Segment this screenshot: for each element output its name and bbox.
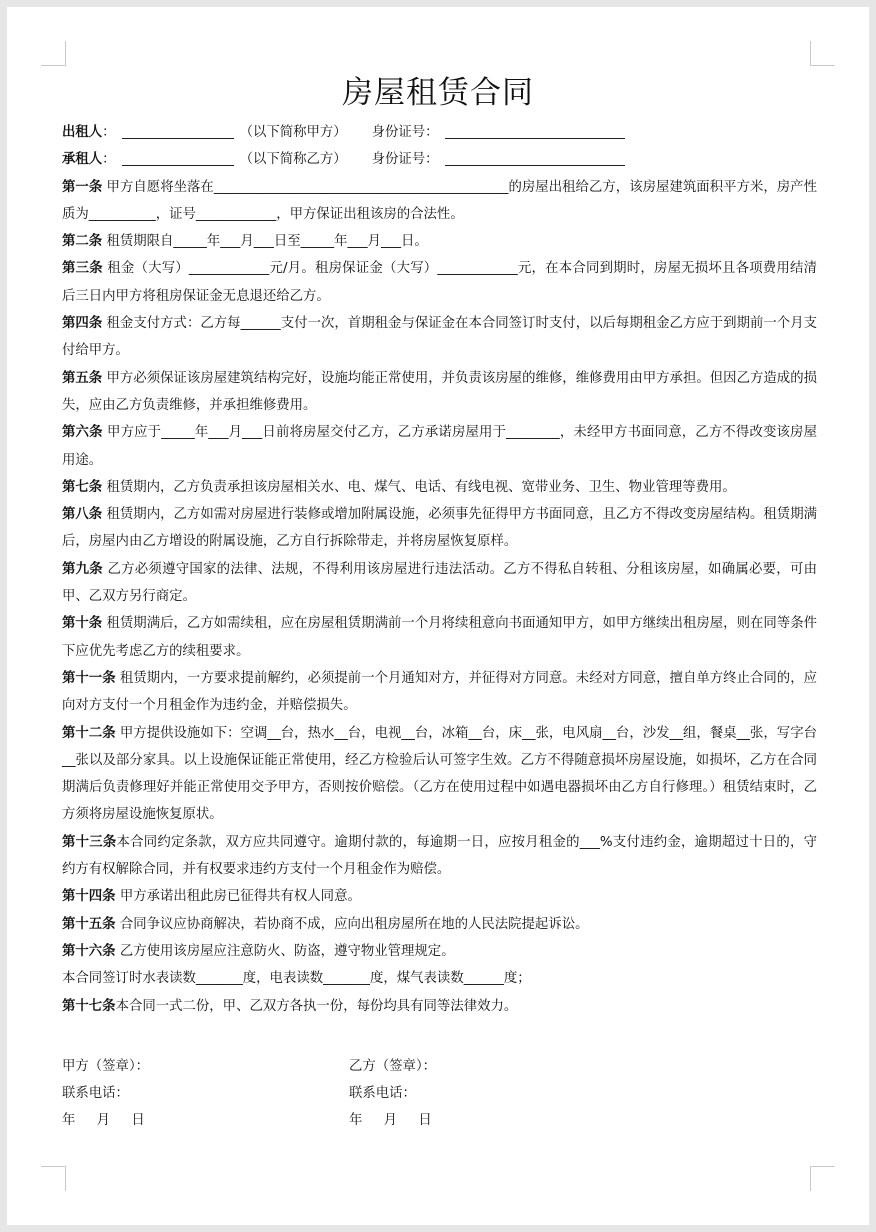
article-text: 甲方必须保证该房屋建筑结构完好，设施均能正常使用，并负责该房屋的维修，维修费用由甲方承担。但因乙方造成的损失，应由乙方负责维修，并承担维修费用。 (62, 370, 817, 413)
article-12 (62, 720, 817, 829)
contract-body (62, 119, 817, 1020)
article-13 (62, 829, 817, 884)
article-text: 甲方承诺出租此房已征得共有权人同意。 (119, 889, 361, 905)
lessee-row (62, 146, 817, 173)
article-heading: 第十五条 (62, 916, 116, 932)
lessee-note: （以下简称乙方） (239, 152, 347, 168)
article-15 (62, 911, 817, 938)
document-page (7, 7, 869, 1225)
lessee-id-blank[interactable] (445, 149, 625, 166)
article-heading: 第八条 (62, 507, 103, 523)
party-a-sign: 甲方（签章）： (62, 1059, 150, 1074)
article-heading: 第十二条 (62, 725, 116, 741)
lessor-row (62, 119, 817, 146)
corner-mark-top-right (810, 41, 835, 66)
article-text: 租金支付方式：乙方每______支付一次，首期租金与保证金在本合同签订时支付，以后每期租金乙方应于到期前一个月支付给甲方。 (62, 316, 818, 359)
article-text: 租赁期内，乙方如需对房屋进行装修或增加附属设施，必须事先征得甲方书面同意，且乙方不得改变房屋结构。租赁期满后，房屋内由乙方增设的附属设施，乙方自行拆除带走，并将房屋恢复原样。 (62, 507, 817, 550)
article-text: 甲方应于_____年___月___日前将房屋交付乙方，乙方承诺房屋用于________，未经甲方书面同意，乙方不得改变该房屋用途。 (62, 425, 817, 468)
lessee-name-blank[interactable] (122, 149, 234, 166)
article-6 (62, 419, 817, 474)
lessor-id-blank[interactable] (445, 122, 625, 139)
article-text: 甲方提供设施如下：空调__台，热水__台，电视__台，冰箱__台，床__张，电风扇__台，沙发__组，餐桌__张，写字台__张以及部分家具。以上设施保证能正常使用，经乙方检验后认可签字生效。乙方不得随意损坏房屋设施，如损坏，乙方在合同期满后负责修理好并能正常使用交予甲方，否则按价赔偿。（乙方在使用过程中如遇电器损坏由乙方自行修理。）租赁结束时，乙方须将房屋设施恢复原状。 (62, 725, 817, 823)
lessor-colon: ： (102, 125, 116, 140)
signature-phone-row (62, 1080, 817, 1107)
article-2 (62, 228, 817, 255)
corner-mark-bottom-right (810, 1166, 835, 1191)
article-5 (62, 365, 817, 420)
document-title: 房屋租赁合同 (342, 75, 534, 111)
article-3 (62, 255, 817, 310)
article-heading: 第七条 (62, 479, 103, 495)
article-text: 本合同签订时水表读数_______度，电表读数_______度，煤气表读数______度； (62, 971, 531, 987)
article-heading: 第二条 (62, 234, 103, 250)
article-text: 乙方使用该房屋应注意防火、防盗，遵守物业管理规定。 (119, 943, 455, 959)
party-b-sign: 乙方（签章）： (349, 1059, 437, 1074)
article-8 (62, 501, 817, 556)
article-heading: 第九条 (62, 561, 103, 577)
article-text: 租赁期内，一方要求提前解约，必须提前一个月通知对方，并征得对方同意。未经对方同意，擅自单方终止合同的，应向对方支付一个月租金作为违约金，并赔偿损失。 (62, 670, 817, 714)
lessor-id-label: 身份证号： (371, 125, 439, 140)
article-heading: 第十四条 (62, 889, 116, 905)
article-text: 租赁期限自_____年___月___日至_____年___月___日。 (106, 234, 428, 250)
article-17 (62, 993, 817, 1020)
party-a-phone: 联系电话： (62, 1086, 129, 1101)
article-text: 本合同一式二份，甲、乙双方各执一份，每份均具有同等法律效力。 (115, 998, 518, 1014)
lessor-label: 出租人 (62, 125, 103, 140)
article-heading: 第五条 (62, 370, 103, 386)
article-text: 合同争议应协商解决，若协商不成，应向出租房屋所在地的人民法院提起诉讼。 (119, 916, 589, 932)
signature-date-row (62, 1107, 817, 1134)
article-heading: 第三条 (62, 261, 103, 277)
meter-readings (62, 965, 817, 992)
signature-block (62, 1053, 817, 1134)
article-16 (62, 938, 817, 965)
signature-sign-row (62, 1053, 817, 1080)
article-heading: 第十六条 (62, 943, 116, 959)
article-heading: 第十条 (62, 616, 103, 632)
article-11 (62, 665, 817, 720)
lessee-id-label: 身份证号： (371, 152, 439, 168)
article-text: 乙方必须遵守国家的法律、法规，不得利用该房屋进行违法活动。乙方不得私自转租、分租该房屋，如确属必要，可由甲、乙双方另行商定。 (62, 561, 817, 605)
party-b-phone: 联系电话： (349, 1086, 416, 1101)
article-heading: 第十一条 (62, 670, 116, 686)
article-text: 租金（大写）____________元/月。租房保证金（大写）____________元，在本合同到期时，房屋无损坏且各项费用结清后三日内甲方将租房保证金无息退还给乙方。 (62, 261, 817, 304)
lessor-note: （以下简称甲方） (239, 125, 347, 140)
article-7 (62, 474, 817, 501)
article-heading: 第一条 (62, 179, 103, 195)
article-4 (62, 310, 817, 365)
article-10 (62, 610, 817, 665)
party-a-date: 年 月 日 (62, 1113, 145, 1128)
lessor-name-blank[interactable] (122, 122, 234, 139)
article-1 (62, 174, 817, 229)
article-heading: 第十七条 (62, 998, 116, 1014)
party-b-date: 年 月 日 (349, 1113, 432, 1128)
article-heading: 第六条 (62, 425, 103, 441)
article-text: 本合同约定条款，双方应共同遵守。逾期付款的，每逾期一日，应按月租金的___%支付违约金，逾期超过十日的，守约方有权解除合同，并有权要求违约方支付一个月租金作为赔偿。 (62, 834, 818, 878)
article-heading: 第十三条 (62, 834, 117, 850)
article-heading: 第四条 (62, 316, 103, 332)
article-text: 租赁期满后，乙方如需续租，应在房屋租赁期满前一个月将续租意向书面通知甲方，如甲方继续出租房屋，则在同等条件下应优先考虑乙方的续租要求。 (62, 616, 817, 659)
corner-mark-top-left (41, 41, 66, 66)
article-9 (62, 556, 817, 611)
lessee-label: 承租人 (62, 152, 103, 168)
lessee-colon: ： (102, 152, 116, 168)
article-text: 租赁期内，乙方负责承担该房屋相关水、电、煤气、电话、有线电视、宽带业务、卫生、物业管理等费用。 (106, 479, 736, 495)
corner-mark-bottom-left (41, 1166, 66, 1191)
article-14 (62, 883, 817, 910)
article-text: 甲方自愿将坐落在____________________________________________的房屋出租给乙方，该房屋建筑面积平方米，房产性质为__________，证号____________，甲方保证出租该房的合法性。 (62, 179, 817, 222)
